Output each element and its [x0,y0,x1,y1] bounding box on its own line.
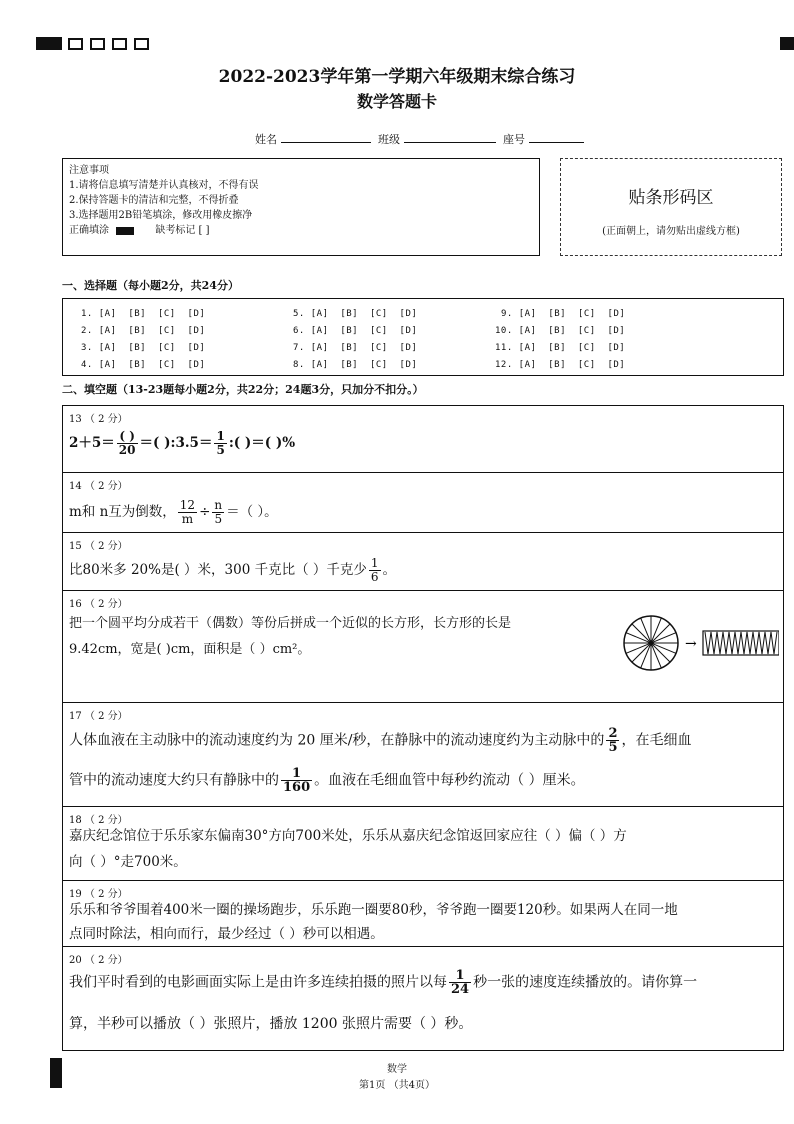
mc-item-3[interactable]: 3. [A] [B] [C] [D] [81,343,206,353]
barcode-hint: (正面朝上，请勿贴出虚线方框) [602,226,740,237]
mc-item-2[interactable]: 2. [A] [B] [C] [D] [81,326,206,336]
question-17-header: 17 （ 2 分） [69,711,128,722]
question-14 [62,473,784,533]
fraction-denominator: 5 [216,443,225,457]
question-13-header: 13 （ 2 分） [69,414,128,425]
q14-operator: ÷ [199,504,211,520]
fraction-denominator: m [181,512,194,526]
q15-part-a[interactable]: 比80米多 20%是( ）米，300 千克比（ ）千克少 [69,562,367,578]
notes-item: 1.请将信息填写清楚并认真核对，不得有误 [69,180,259,191]
question-19-header: 19 （ 2 分） [69,889,128,900]
approx-rectangle-icon [703,631,779,655]
alignment-mark-right [780,37,794,50]
fraction-denominator: 5 [214,512,223,526]
q15-part-b: 。 [382,562,397,578]
question-17-line2 [69,767,585,794]
fraction-denominator: 24 [451,982,470,997]
fraction-numerator: 12 [179,498,196,512]
notes-item: 2.保持答题卡的清洁和完整，不得折叠 [69,195,239,206]
page-subtitle: 数学答题卡 [356,92,437,111]
mc-item-10[interactable]: 10. [A] [B] [C] [D] [495,326,626,336]
mc-item-5[interactable]: 5. [A] [B] [C] [D] [293,309,418,319]
q20-line1-part-b: 秒一张的速度连续播放的。请你算一 [473,974,698,991]
q14-answer-blank[interactable]: ＝（ ）。 [226,504,278,520]
q17-fraction-2 [281,767,312,794]
question-14-header: 14 （ 2 分） [69,481,128,492]
q17-fraction-1 [606,727,619,754]
q15-fraction [369,557,381,584]
q13-part-c[interactable]: :( )＝( )% [228,435,296,451]
q17-line2-part-a: 管中的流动速度大约只有静脉中的 [69,772,279,789]
fraction-denominator: 5 [608,740,618,755]
barcode-area [560,158,782,256]
page-title: 2022-2023学年第一学期六年级期末综合练习 [218,67,576,87]
q17-line1-part-b: ，在毛细血 [621,732,692,749]
question-13 [62,405,784,473]
absent-mark-label[interactable]: 缺考标记 [ ] [155,225,210,236]
question-18-header: 18 （ 2 分） [69,815,128,826]
section1-heading: 一、选择题（每小题2分，共24分） [62,279,239,292]
mc-item-6[interactable]: 6. [A] [B] [C] [D] [293,326,418,336]
question-15 [62,533,784,591]
name-field[interactable] [281,131,371,143]
question-20 [62,947,784,1051]
question-16-header: 16 （ 2 分） [69,599,128,610]
q14-fraction-1 [178,499,197,526]
mc-item-7[interactable]: 7. [A] [B] [C] [D] [293,343,418,353]
seat-field[interactable] [529,131,584,143]
alignment-mark-box [68,38,83,50]
q14-part-a: m和 n互为倒数， [69,504,176,520]
alignment-mark-box [90,38,105,50]
arrow-icon: → [685,636,697,652]
question-20-line1 [69,969,697,996]
q13-part-b[interactable]: ＝( ):3.5＝ [139,435,213,451]
fraction-numerator: 1 [370,556,379,570]
mc-item-4[interactable]: 4. [A] [B] [C] [D] [81,360,206,370]
notes-item: 3.选择题用2B铅笔填涂，修改用橡皮擦净 [69,210,253,221]
fraction-denominator: 160 [283,780,311,795]
correct-fill-label: 正确填涂 [69,225,109,236]
q13-fraction-1 [117,430,138,457]
fraction-numerator: 1 [449,969,471,983]
mc-item-9[interactable]: 9. [A] [B] [C] [D] [501,309,626,319]
circle-to-rectangle-figure [619,609,779,677]
question-19 [62,881,784,947]
footer-subject: 数学 [387,1064,407,1075]
mc-item-1[interactable]: 1. [A] [B] [C] [D] [81,309,206,319]
mc-item-11[interactable]: 11. [A] [B] [C] [D] [495,343,626,353]
footer-page-number: 第1页 （共4页） [359,1080,435,1091]
question-17 [62,703,784,807]
correct-fill-swatch [116,227,134,235]
question-16 [62,591,784,703]
divided-circle-icon [624,616,678,670]
question-18-line1[interactable]: 嘉庆纪念馆位于乐乐家东偏南30°方向700米处，乐乐从嘉庆纪念馆返回家应往（ ）偏（ ）方 [69,828,627,844]
question-18 [62,807,784,881]
fraction-denominator: 20 [118,443,136,457]
class-field[interactable] [404,131,496,143]
question-13-text [69,430,295,457]
fraction-numerator: n [214,498,223,512]
alignment-mark-black [36,37,62,50]
alignment-mark-box [112,38,127,50]
question-15-header: 15 （ 2 分） [69,541,128,552]
fraction-numerator: 2 [608,726,618,741]
fraction-numerator: 1 [281,767,312,781]
section2-heading: 二、填空题（13-23题每小题2分，共22分；24题3分，只加分不扣分。） [62,383,424,396]
question-19-line1: 乐乐和爷爷围着400米一圈的操场跑步，乐乐跑一圈要80秒，爷爷跑一圈要120秒。如果两人在同一地 [69,902,678,918]
class-label: 班级 [378,133,400,146]
q17-line1-part-a: 人体血液在主动脉中的流动速度约为 20 厘米/秒，在静脉中的流动速度约为主动脉中的 [69,732,605,749]
notes-heading: 注意事项 [69,165,109,176]
student-info-row [255,131,584,147]
question-17-line1 [69,727,691,754]
alignment-mark-bottom-left [50,1058,62,1088]
question-16-line2[interactable]: 9.42cm，宽是( )cm，面积是（ ）cm²。 [69,642,311,657]
seat-label: 座号 [503,133,525,146]
q13-part-a: 2＋5＝ [69,435,115,451]
q17-answer-blank[interactable]: 。血液在毛细血管中每秒约流动（ ）厘米。 [314,772,585,789]
q14-fraction-2 [212,499,224,526]
mc-item-12[interactable]: 12. [A] [B] [C] [D] [495,360,626,370]
fraction-numerator: 1 [216,429,225,443]
alignment-mark-box [134,38,149,50]
name-label: 姓名 [255,133,277,146]
fraction-numerator[interactable]: ( ) [117,430,138,444]
multiple-choice-grid [62,298,784,376]
question-20-header: 20 （ 2 分） [69,955,128,966]
question-16-line1: 把一个圆平均分成若干（偶数）等份后拼成一个近似的长方形，长方形的长是 [69,616,512,631]
question-18-line2[interactable]: 向（ ）°走700米。 [69,854,187,870]
q20-line1-part-a: 我们平时看到的电影画面实际上是由许多连续拍摄的照片以每 [69,974,447,991]
question-20-line2[interactable]: 算，半秒可以播放（ ）张照片，播放 1200 张照片需要（ ）秒。 [69,1016,473,1032]
notes-box [62,158,540,256]
fraction-denominator: 6 [370,570,379,584]
question-19-line2[interactable]: 点同时除法，相向而行，最少经过（ ）秒可以相遇。 [69,926,384,942]
fill-example-row [69,223,533,238]
mc-item-8[interactable]: 8. [A] [B] [C] [D] [293,360,418,370]
question-15-text [69,557,396,584]
barcode-title: 贴条形码区 [628,188,714,208]
q20-fraction [449,969,471,996]
q13-fraction-2 [214,430,226,457]
question-14-text [69,499,278,526]
